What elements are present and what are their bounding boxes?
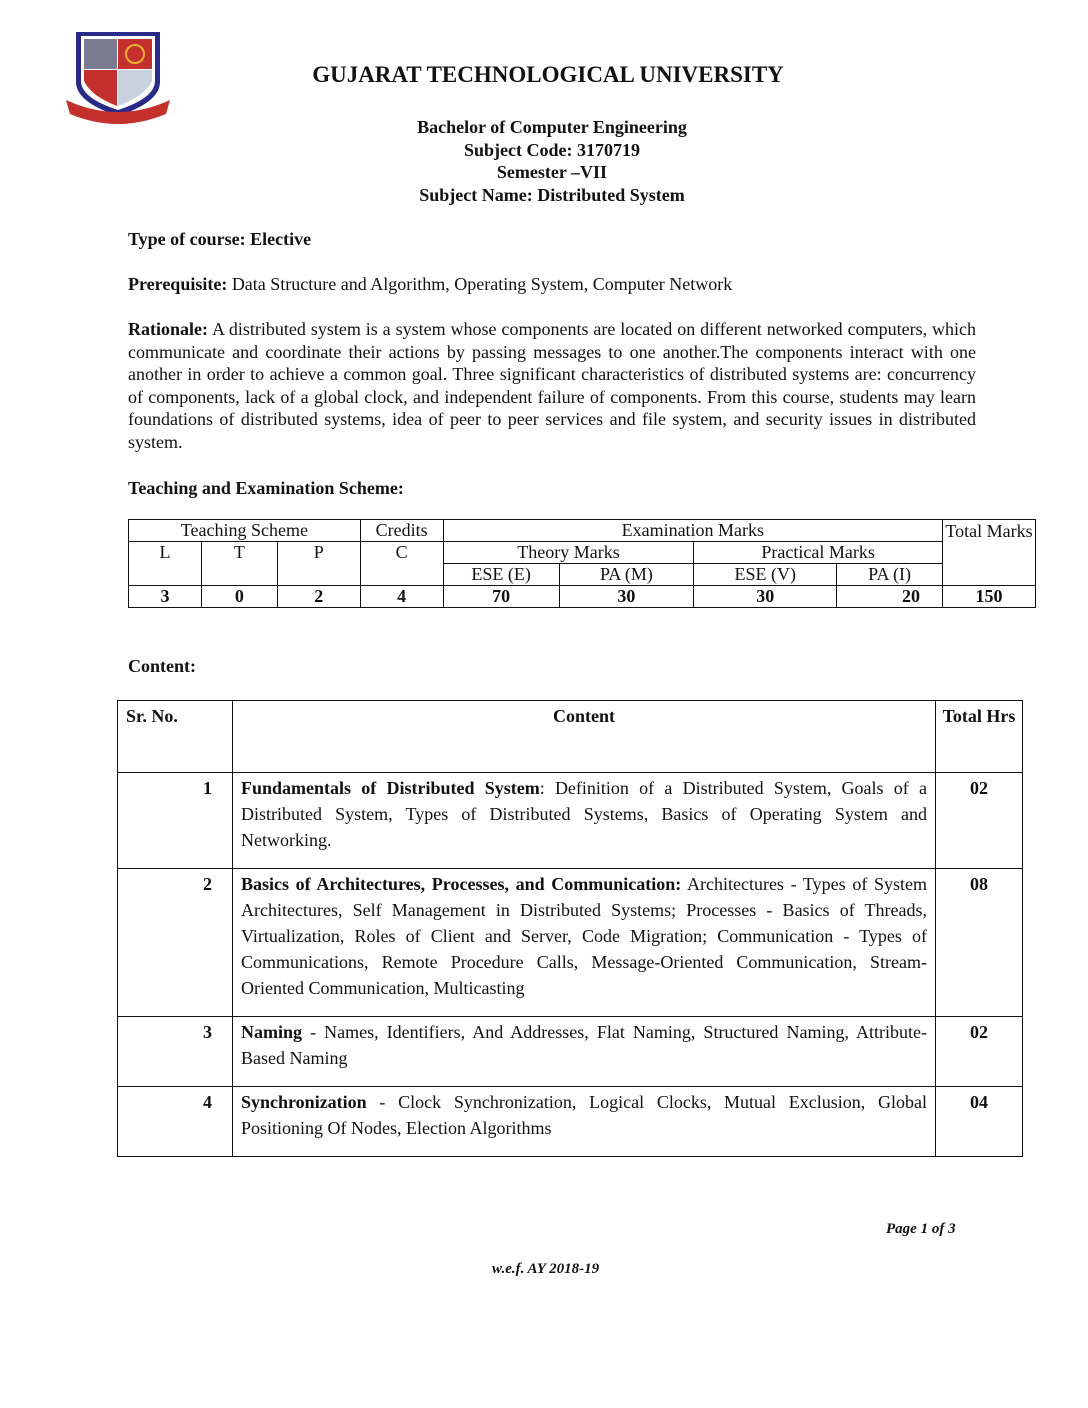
table-row: 3 Naming - Names, Identifiers, And Addresses, Flat Naming, Structured Naming, Attribute-Based Naming 02 [118,1017,1023,1087]
course-type: Type of course: Elective [128,229,312,249]
scheme-title: Teaching and Examination Scheme: [128,478,404,498]
col-c: C [360,542,443,586]
header-total-hrs: Total Hrs [936,701,1023,773]
value-total: 150 [943,586,1036,608]
col-pa-m: PA (M) [559,564,694,586]
subject-code: Subject Code: 3170719 [464,139,640,160]
course-header [0,116,1088,206]
header-sr-no: Sr. No. [118,701,233,773]
value-l: 3 [129,586,202,608]
subject-name: Subject Name: Distributed System [419,184,685,205]
col-ese-v: ESE (V) [694,564,837,586]
practical-marks-header: Practical Marks [694,542,943,564]
semester: Semester –VII [496,162,608,182]
col-pa-i: PA (I) [837,564,943,586]
examination-marks-header: Examination Marks [443,520,942,542]
wef-note: w.e.f. AY 2018-19 [492,1261,600,1277]
value-c: 4 [360,586,443,608]
table-row: 4 Synchronization - Clock Synchronization, Logical Clocks, Mutual Exclusion, Global Positioning Of Nodes, Election Algorithms 04 [118,1087,1023,1157]
content-title: Content: [128,656,196,676]
table-row: 2 Basics of Architectures, Processes, and Communication: Architectures - Types of System Architectures, Self Management in Distributed Systems; Processes - Basics of Threads, Virtualization, Roles of Client and Server, Code Migration; Communication - Types of Communications, Remote Procedure Calls, Message-Oriented Communication, Stream-Oriented Communication, Multicasting 08 [118,869,1023,1017]
value-pa-m: 30 [559,586,694,608]
total-marks-header: Total Marks [943,520,1036,586]
content-table [117,700,1023,1157]
page-number: Page 1 of 3 [886,1221,956,1237]
col-ese-e: ESE (E) [443,564,559,586]
rationale: Rationale: A distributed system is a system whose components are located on different networked computers, which communicate and coordinate their actions by passing messages to one another.The components interact with one another in order to achieve a common goal. Three significant characteristics of distributed systems are: concurrency of components, lack of a global clock, and independent failure of components. From this course, students may learn foundations of distributed systems, idea of peer to peer services and file system, and security issues in distributed system. [128,319,977,452]
value-ese-e: 70 [443,586,559,608]
program-name: Bachelor of Computer Engineering [417,117,687,137]
col-l: L [129,542,202,586]
value-pa-i: 20 [837,586,943,608]
table-row: 1 Fundamentals of Distributed System: Definition of a Distributed System, Goals of a Distributed System, Types of Distributed Systems, Basics of Operating System and Networking. 02 [118,773,1023,869]
theory-marks-header: Theory Marks [443,542,694,564]
header-content: Content [233,701,936,773]
prerequisite: Prerequisite: Data Structure and Algorithm, Operating System, Computer Network [128,274,733,294]
teaching-examination-table [128,519,1036,608]
col-t: T [201,542,277,586]
value-p: 2 [277,586,360,608]
university-name: GUJARAT TECHNOLOGICAL UNIVERSITY [312,62,784,87]
credits-header: Credits [360,520,443,542]
teaching-scheme-header: Teaching Scheme [129,520,361,542]
col-p: P [277,542,360,586]
value-t: 0 [201,586,277,608]
value-ese-v: 30 [694,586,837,608]
